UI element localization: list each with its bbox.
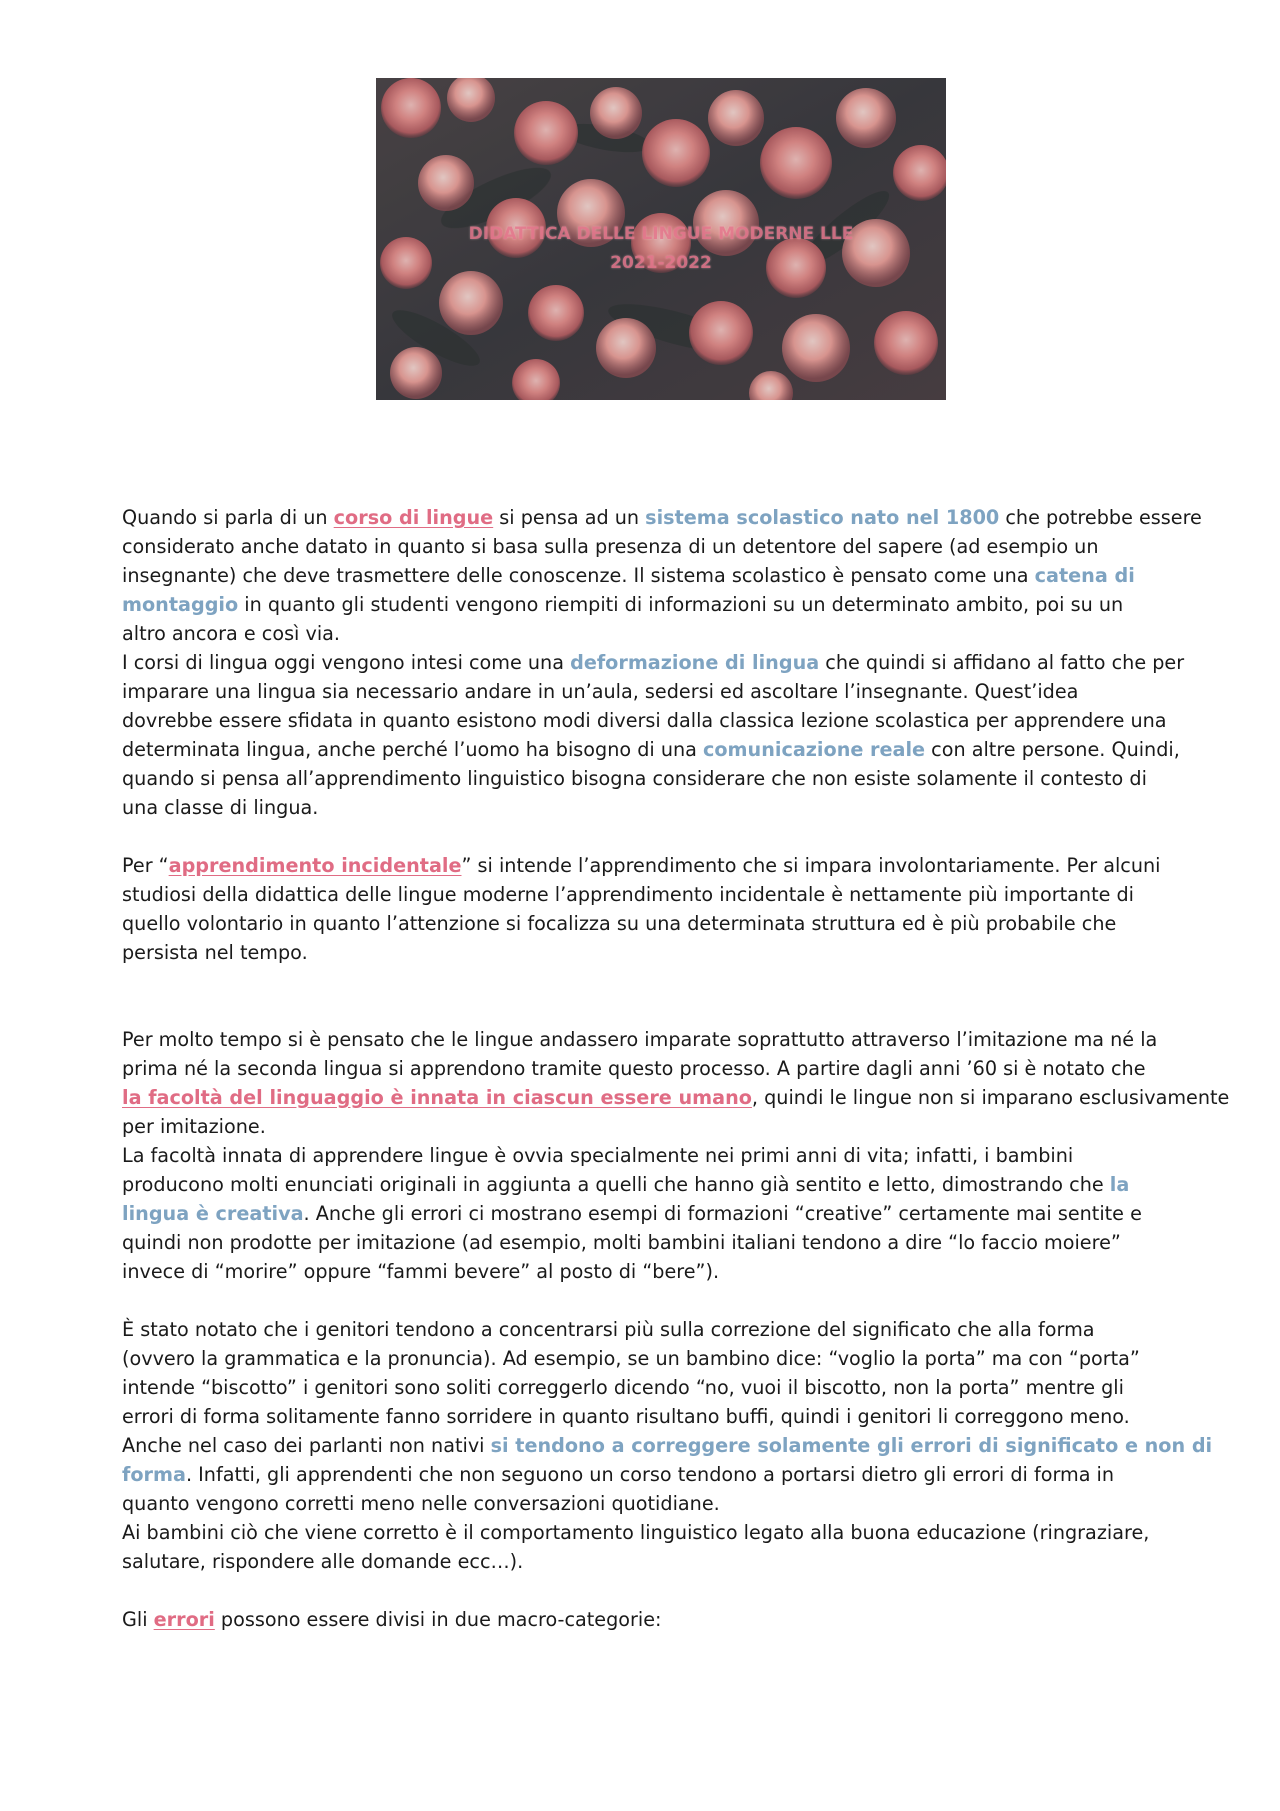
highlight-term: montaggio [122, 593, 239, 616]
text-line: È stato notato che i genitori tendono a concentrarsi più sulla correzione del significato che alla forma [122, 1318, 1095, 1341]
highlight-term: apprendimento incidentale [168, 854, 462, 877]
highlight-term: forma [122, 1463, 186, 1486]
text-line: Gli errori possono essere divisi in due macro-categorie: [122, 1608, 662, 1631]
highlight-term: corso di lingue [333, 506, 494, 529]
highlight-term: errori [153, 1608, 215, 1631]
cover-title-line2: 2021-2022 [610, 253, 712, 273]
text-line: insegnante) che deve trasmettere delle conoscenze. Il sistema scolastico è pensato come una catena di [122, 564, 1135, 587]
highlight-term: lingua è creativa [122, 1202, 304, 1225]
text-line: la facoltà del linguaggio è innata in ciascun essere umano, quindi le lingue non si imparano esclusivamente [122, 1086, 1230, 1109]
text-line: per imitazione. [122, 1115, 266, 1138]
text-line: quello volontario in quanto l’attenzione si focalizza su una determinata struttura ed è più probabile che [122, 912, 1117, 935]
highlight-term: la [1109, 1173, 1130, 1196]
text-line: Per “apprendimento incidentale” si intende l’apprendimento che si impara involontariamente. Per alcuni [122, 854, 1161, 877]
text-line: quanto vengono corretti meno nelle conversazioni quotidiane. [122, 1492, 720, 1515]
text-line: intende “biscotto” i genitori sono soliti correggerlo dicendo “no, vuoi il biscotto, non la porta” mentre gli [122, 1376, 1124, 1399]
cover-title [376, 220, 946, 278]
text-line: invece di “morire” oppure “fammi bevere” al posto di “bere”). [122, 1260, 720, 1283]
text-line: (ovvero la grammatica e la pronuncia). Ad esempio, se un bambino dice: “voglio la porta” ma con “porta” [122, 1347, 1140, 1370]
text-line: forma. Infatti, gli apprendenti che non seguono un corso tendono a portarsi dietro gli errori di forma in [122, 1463, 1115, 1486]
highlight-term: comunicazione reale [703, 738, 926, 761]
text-line: dovrebbe essere sfidata in quanto esistono modi diversi dalla classica lezione scolastica per apprendere una [122, 709, 1167, 732]
text-line: altro ancora e così via. [122, 622, 341, 645]
text-line: considerato anche datato in quanto si basa sulla presenza di un detentore del sapere (ad esempio un [122, 535, 1099, 558]
text-line: La facoltà innata di apprendere lingue è ovvia specialmente nei primi anni di vita; infatti, i bambini [122, 1144, 1074, 1167]
text-line: errori di forma solitamente fanno sorridere in quanto risultano buffi, quindi i genitori li correggono meno. [122, 1405, 1130, 1428]
text-line: quando si pensa all’apprendimento linguistico bisogna considerare che non esiste solamente il contesto di [122, 767, 1147, 790]
highlight-term: deformazione di lingua [570, 651, 820, 674]
text-line: Ai bambini ciò che viene corretto è il comportamento linguistico legato alla buona educazione (ringraziare, [122, 1521, 1150, 1544]
highlight-term: sistema scolastico nato nel 1800 [645, 506, 1000, 529]
text-line: Anche nel caso dei parlanti non nativi si tendono a correggere solamente gli errori di significato e non di [122, 1434, 1213, 1457]
text-line: I corsi di lingua oggi vengono intesi come una deformazione di lingua che quindi si affidano al fatto che per [122, 651, 1185, 674]
text-line: salutare, rispondere alle domande ecc…). [122, 1550, 524, 1573]
text-line: studiosi della didattica delle lingue moderne l’apprendimento incidentale è nettamente più importante di [122, 883, 1135, 906]
cover-image [376, 78, 946, 400]
text-line: persista nel tempo. [122, 941, 308, 964]
text-line: determinata lingua, anche perché l’uomo ha bisogno di una comunicazione reale con altre persone. Quindi, [122, 738, 1180, 761]
text-line: lingua è creativa. Anche gli errori ci mostrano esempi di formazioni “creative” certamente mai sentite e [122, 1202, 1142, 1225]
highlight-term: catena di [1034, 564, 1135, 587]
document-body [122, 503, 1230, 1634]
text-line: Per molto tempo si è pensato che le lingue andassero imparate soprattutto attraverso l’imitazione ma né la [122, 1028, 1158, 1051]
text-line: producono molti enunciati originali in aggiunta a quelli che hanno già sentito e letto, dimostrando che la [122, 1173, 1130, 1196]
text-line: quindi non prodotte per imitazione (ad esempio, molti bambini italiani tendono a dire “lo faccio moiere” [122, 1231, 1121, 1254]
cover-title-line1: DIDATTICA DELLE LINGUE MODERNE LLE [468, 224, 854, 244]
highlight-term: si tendono a correggere solamente gli errori di significato e non di [490, 1434, 1213, 1457]
text-line: prima né la seconda lingua si apprendono tramite questo processo. A partire dagli anni ’60 si è notato che [122, 1057, 1146, 1080]
text-line: montaggio in quanto gli studenti vengono riempiti di informazioni su un determinato ambito, poi su un [122, 593, 1124, 616]
text-line: una classe di lingua. [122, 796, 319, 819]
highlight-term: la facoltà del linguaggio è innata in ciascun essere umano [122, 1086, 752, 1109]
text-line: imparare una lingua sia necessario andare in un’aula, sedersi ed ascoltare l’insegnante. Quest’idea [122, 680, 1079, 703]
text-line: Quando si parla di un corso di lingue si pensa ad un sistema scolastico nato nel 1800 che potrebbe essere [122, 506, 1202, 529]
